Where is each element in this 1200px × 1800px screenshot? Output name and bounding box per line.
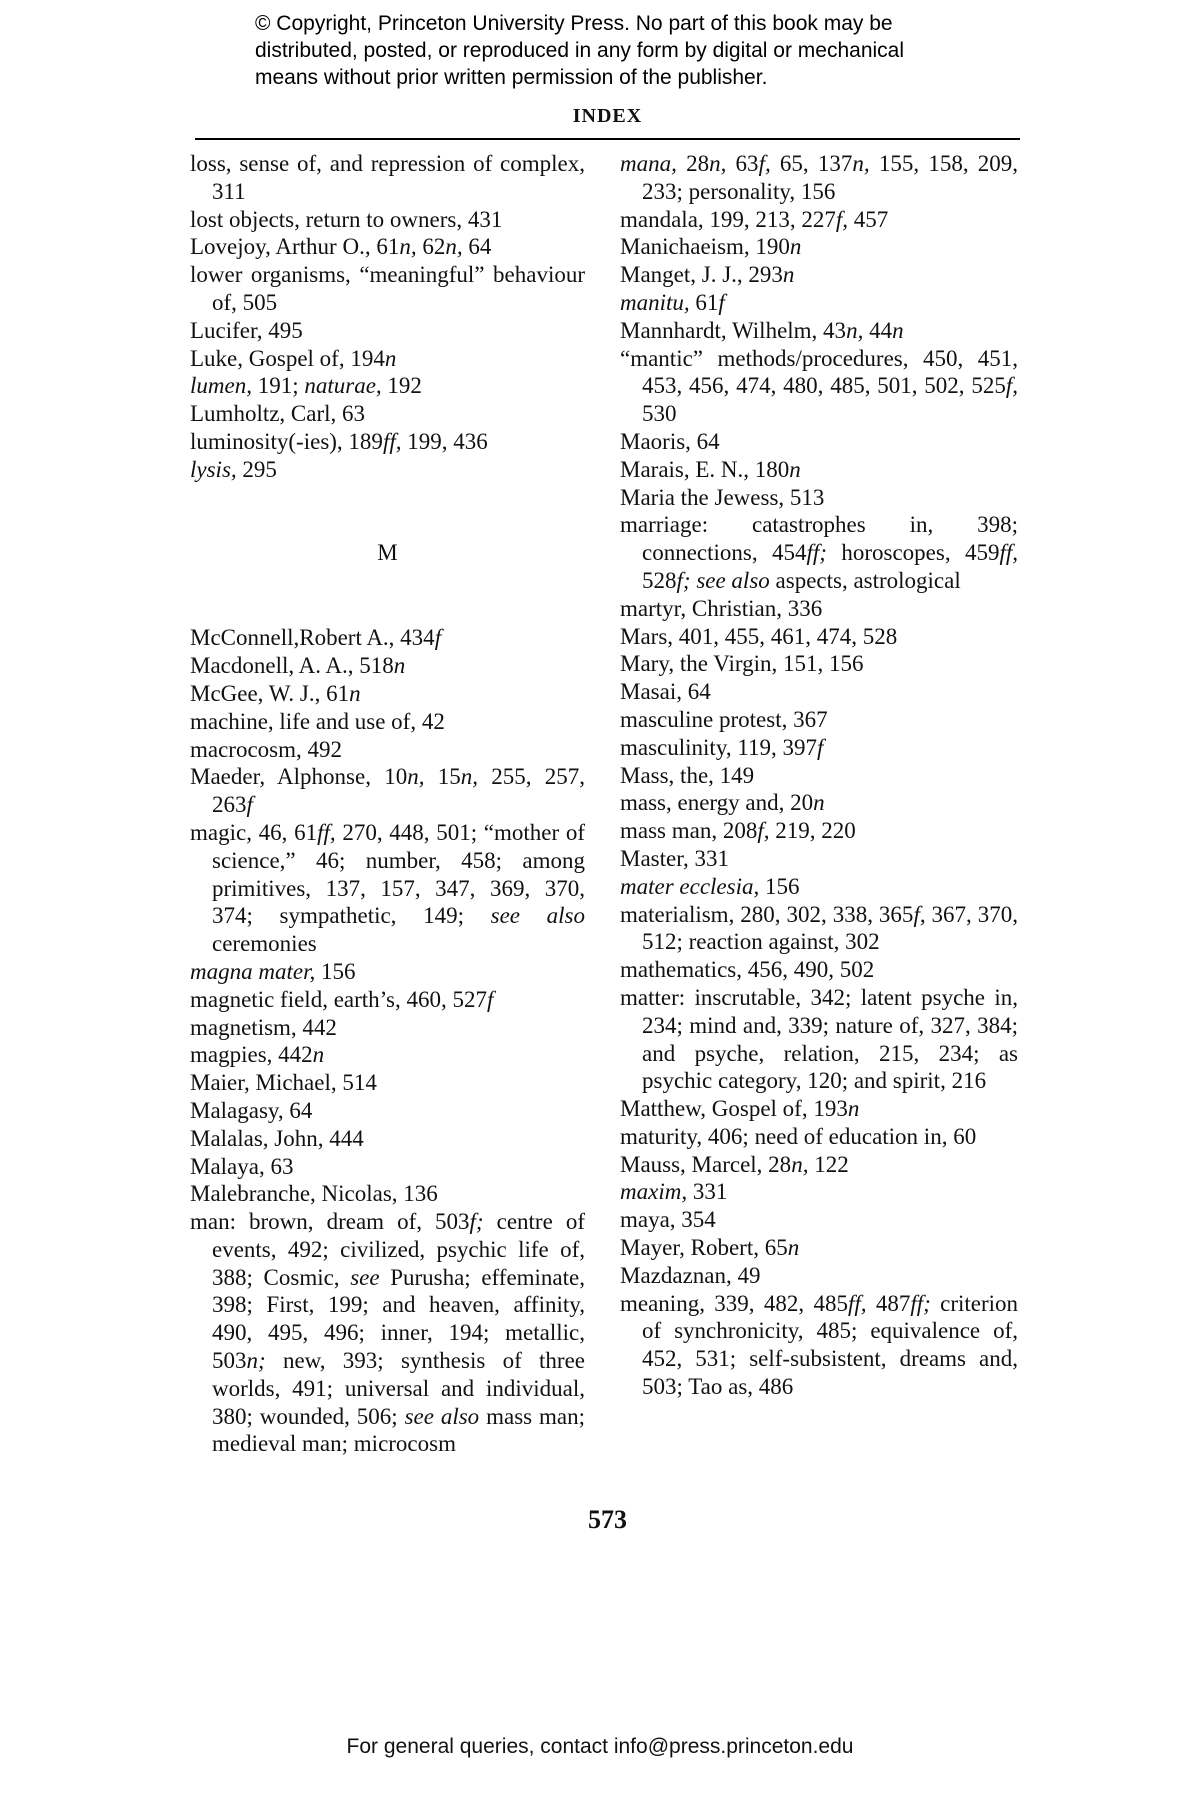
entry-text: n xyxy=(782,262,795,288)
entry-text: macrocosm, 492 xyxy=(190,736,343,762)
entry-text: magic, 46, 61 xyxy=(190,819,318,845)
entry-text: n xyxy=(789,456,801,482)
entry-text: f, xyxy=(913,901,926,927)
entry-text: n xyxy=(349,680,361,706)
index-entry xyxy=(620,1262,1018,1290)
page-number: 573 xyxy=(588,1505,627,1534)
entry-text: n xyxy=(789,234,802,260)
index-entry xyxy=(190,1180,585,1208)
entry-text: f; xyxy=(469,1209,484,1235)
entry-text: maturity, 406; need of education in, 60 xyxy=(620,1123,977,1149)
index-entry xyxy=(190,624,585,652)
entry-text: masculinity, 119, 397 xyxy=(620,734,817,760)
entry-text: 63 xyxy=(726,151,759,176)
entry-text: n; xyxy=(246,1348,266,1374)
index-column-right xyxy=(620,150,1018,1401)
entry-text: marriage: catastrophes in, 398; connections, 454 xyxy=(620,512,1018,566)
entry-text: “mantic” methods/procedures, 450, 451, 453, 456, 474, 480, 485, 501, 502, 525 xyxy=(620,345,1018,399)
entry-text: manitu, xyxy=(620,289,690,315)
index-entry xyxy=(190,317,585,345)
entry-text: 61 xyxy=(689,289,719,315)
index-entry xyxy=(190,428,585,456)
index-entry xyxy=(620,1095,1018,1123)
entry-text: machine, life and use of, 42 xyxy=(190,708,445,734)
index-entry xyxy=(190,763,585,819)
entry-text: n, xyxy=(852,151,870,176)
entry-text: Mauss, Marcel, 28 xyxy=(620,1151,792,1177)
index-entry xyxy=(620,901,1018,957)
entry-text: aspects, astrological xyxy=(769,567,961,593)
entry-text: lost objects, return to owners, 431 xyxy=(190,206,503,232)
entry-text: ff, xyxy=(317,819,336,845)
entry-text: luminosity(-ies), 189 xyxy=(190,428,383,454)
entry-text: n, xyxy=(709,151,727,176)
entry-text: Macdonell, A. A., 518 xyxy=(190,653,394,679)
entry-text: matter: inscrutable, 342; latent psyche in, 234; mind and, 339; nature of, 327, 384; and psyche, relation, 215, 234; as psychic category, 120; and spirit, 216 xyxy=(620,984,1018,1094)
index-entry xyxy=(620,1206,1018,1234)
entry-text: 530 xyxy=(642,401,677,427)
index-entry xyxy=(190,345,585,373)
entry-text: lysis, xyxy=(190,456,237,482)
index-entry xyxy=(620,1151,1018,1179)
entry-text: f xyxy=(434,625,442,651)
entry-text: Masai, 64 xyxy=(620,679,711,705)
entry-text: 156 xyxy=(315,958,356,984)
entry-text: 15 xyxy=(424,764,461,790)
index-entry xyxy=(620,623,1018,651)
index-entry xyxy=(620,678,1018,706)
index-entry xyxy=(190,1014,585,1042)
index-entry xyxy=(190,958,585,986)
index-entry xyxy=(620,484,1018,512)
index-entry xyxy=(190,150,585,206)
entry-text: n xyxy=(813,790,825,816)
footer-contact: For general queries, contact info@press.princeton.edu xyxy=(346,1735,854,1758)
copyright-line: distributed, posted, or reproduced in any form by digital or mechanical xyxy=(255,39,905,62)
entry-text: n xyxy=(384,345,397,371)
entry-text: 62 xyxy=(416,234,446,260)
index-entry xyxy=(190,1041,585,1069)
section-letter-heading: M xyxy=(377,539,398,565)
index-entry xyxy=(190,708,585,736)
entry-text: Maria the Jewess, 513 xyxy=(620,484,825,510)
entry-text: magpies, 442 xyxy=(190,1042,313,1068)
entry-text: f xyxy=(246,792,253,818)
entry-text: mass man; medieval man; microcosm xyxy=(212,1403,585,1457)
index-entry xyxy=(620,428,1018,456)
entry-text: McConnell,Robert A., 434 xyxy=(190,625,435,651)
entry-text: Malaya, 63 xyxy=(190,1153,294,1179)
entry-text: ff, xyxy=(999,540,1018,566)
entry-text: 487 xyxy=(866,1290,911,1316)
entry-text: Marais, E. N., 180 xyxy=(620,456,790,482)
index-entry xyxy=(620,1123,1018,1151)
index-entry xyxy=(190,1125,585,1153)
entry-text: 331 xyxy=(687,1179,728,1205)
entry-text: new, 393; synthesis of three worlds, 491; universal and individual, 380; wounded, 506; xyxy=(212,1348,585,1429)
entry-text: f xyxy=(487,986,494,1012)
index-entry xyxy=(190,1097,585,1125)
entry-text: Mayer, Robert, 65 xyxy=(620,1235,788,1261)
index-entry xyxy=(620,650,1018,678)
index-entry xyxy=(190,261,585,317)
entry-text: n, xyxy=(846,317,864,343)
entry-text: 64 xyxy=(462,234,492,260)
entry-text: n xyxy=(892,317,904,343)
index-entry xyxy=(620,456,1018,484)
entry-text: 192 xyxy=(381,373,422,399)
index-entry xyxy=(620,317,1018,345)
index-entry xyxy=(620,789,1018,817)
entry-text: Malebranche, Nicolas, 136 xyxy=(190,1181,438,1207)
entry-text: Mazdaznan, 49 xyxy=(620,1262,761,1288)
index-entry xyxy=(190,1153,585,1181)
entry-text: horoscopes, 459 xyxy=(826,540,1000,566)
entry-text: ff, xyxy=(847,1290,867,1316)
entry-text: n xyxy=(393,653,406,679)
entry-text: 155, 158, 209, 233; personality, 156 xyxy=(642,151,1019,204)
entry-text: see also xyxy=(490,903,585,929)
index-entry xyxy=(190,206,585,234)
running-header: INDEX xyxy=(572,105,643,127)
index-entry xyxy=(620,734,1018,762)
index-entry xyxy=(620,762,1018,790)
header-rule xyxy=(195,138,1020,140)
entry-text: magnetic field, earth’s, 460, 527 xyxy=(190,986,488,1012)
entry-text: f xyxy=(816,734,824,760)
entry-text: n, xyxy=(399,234,417,260)
entry-text: 219, 220 xyxy=(769,818,856,844)
index-entry xyxy=(190,819,585,958)
entry-text: man: brown, dream of, 503 xyxy=(190,1209,470,1235)
entry-text: f, xyxy=(1005,373,1018,399)
entry-text: magna mater, xyxy=(190,958,316,984)
entry-text: n, xyxy=(460,764,478,790)
copyright-line: © Copyright, Princeton University Press. No part of this book may be xyxy=(255,12,893,35)
entry-text: f, xyxy=(758,151,771,176)
entry-text: mathematics, 456, 490, 502 xyxy=(620,957,875,983)
entry-text: 191; xyxy=(251,373,305,399)
entry-text: materialism, 280, 302, 338, 365 xyxy=(620,901,914,927)
entry-text: see also xyxy=(696,567,770,593)
entry-text: see also xyxy=(404,1403,480,1429)
entry-text: f, xyxy=(757,818,770,844)
entry-text: Mars, 401, 455, 461, 474, 528 xyxy=(620,623,898,649)
entry-text: mass, energy and, 20 xyxy=(620,790,814,816)
entry-text: f; xyxy=(676,567,691,593)
index-entry xyxy=(620,984,1018,1095)
entry-text: Purusha; effeminate, 398; First, 199; and heaven, affinity, 490, 495, 496; inner, 194; metallic, 503 xyxy=(212,1264,585,1374)
entry-text: 65, 137 xyxy=(770,151,853,176)
entry-text: martyr, Christian, 336 xyxy=(620,595,823,621)
index-entry xyxy=(190,233,585,261)
index-entry xyxy=(620,511,1018,594)
entry-text: Manichaeism, 190 xyxy=(620,234,790,260)
index-entry xyxy=(620,150,1018,206)
entry-text: mater ecclesia, xyxy=(620,873,760,899)
entry-text: ff; xyxy=(910,1290,931,1316)
entry-text: Malalas, John, 444 xyxy=(190,1125,364,1151)
index-entry xyxy=(190,652,585,680)
entry-text: Lumholtz, Carl, 63 xyxy=(190,401,366,427)
index-entry xyxy=(190,400,585,428)
entry-text: lumen, xyxy=(190,373,252,399)
index-column-left xyxy=(190,150,585,1458)
entry-text: ff, xyxy=(382,428,402,454)
entry-text: Maoris, 64 xyxy=(620,428,720,454)
entry-text: mass man, 208 xyxy=(620,818,758,844)
index-entry xyxy=(190,1069,585,1097)
entry-text: see xyxy=(350,1264,380,1290)
entry-text: 528 xyxy=(642,567,677,593)
index-entry xyxy=(620,817,1018,845)
entry-text: Mary, the Virgin, 151, 156 xyxy=(620,651,864,677)
entry-text: meaning, 339, 482, 485 xyxy=(620,1290,848,1316)
entry-text: f, xyxy=(835,206,849,232)
entry-text: n, xyxy=(445,234,463,260)
entry-text: 122 xyxy=(808,1151,849,1177)
entry-text: magnetism, 442 xyxy=(190,1014,337,1040)
entry-text: 457 xyxy=(848,206,889,232)
entries-m xyxy=(190,624,585,1458)
entry-text: 255, 257, 263 xyxy=(212,764,585,818)
index-entry xyxy=(620,956,1018,984)
entry-text: 199, 436 xyxy=(401,428,488,454)
index-entry xyxy=(620,289,1018,317)
index-entry xyxy=(620,595,1018,623)
index-entry xyxy=(190,1208,585,1458)
entry-text: 28 xyxy=(676,151,710,176)
entry-text: Mannhardt, Wilhelm, 43 xyxy=(620,317,847,343)
entry-text: maxim, xyxy=(620,1179,688,1205)
entry-text: n, xyxy=(791,1151,809,1177)
index-entry xyxy=(190,456,585,484)
index-entry xyxy=(620,873,1018,901)
index-entry xyxy=(190,680,585,708)
entry-text: 367, 370, 512; reaction against, 302 xyxy=(642,901,1019,955)
index-entry xyxy=(620,206,1018,234)
entry-text: Mass, the, 149 xyxy=(620,762,755,788)
entry-text: Manget, J. J., 293 xyxy=(620,262,783,288)
index-entry xyxy=(190,986,585,1014)
entry-text: 44 xyxy=(863,317,893,343)
index-entry xyxy=(190,736,585,764)
copyright-notice xyxy=(255,10,1035,91)
entry-text: McGee, W. J., 61 xyxy=(190,680,350,706)
index-entry xyxy=(620,1234,1018,1262)
index-entry xyxy=(620,1290,1018,1401)
entry-text: mana, xyxy=(620,151,677,176)
entry-text: Lovejoy, Arthur O., 61 xyxy=(190,234,400,260)
entry-text: 156 xyxy=(759,873,800,899)
entry-text: centre of events, 492; civilized, psychic life of, 388; Cosmic, xyxy=(212,1209,585,1290)
entry-text: n xyxy=(312,1042,325,1068)
entry-text: loss, sense of, and repression of complex, 311 xyxy=(190,151,585,204)
entries-l xyxy=(190,150,585,484)
entry-text: n xyxy=(847,1096,860,1122)
entry-text: 270, 448, 501; “mother of science,” 46; number, 458; among primitives, 137, 157, 347, 369, 370, 374; sympathetic, 149; xyxy=(212,819,586,929)
entry-text: 295 xyxy=(236,456,277,482)
entry-text: lower organisms, “meaningful” behaviour of, 505 xyxy=(190,262,585,315)
entry-text: n, xyxy=(407,764,425,790)
entry-text: n xyxy=(787,1235,800,1261)
entry-text: Maeder, Alphonse, 10 xyxy=(190,764,408,790)
entry-text: ceremonies xyxy=(212,931,317,957)
index-entry xyxy=(620,261,1018,289)
index-entry xyxy=(620,706,1018,734)
entry-text: Matthew, Gospel of, 193 xyxy=(620,1096,848,1122)
entries-m-continued xyxy=(620,150,1018,1401)
entry-text: Luke, Gospel of, 194 xyxy=(190,345,385,371)
entry-text: Maier, Michael, 514 xyxy=(190,1070,377,1096)
entry-text: maya, 354 xyxy=(620,1207,716,1233)
index-entry xyxy=(620,345,1018,428)
entry-text: Malagasy, 64 xyxy=(190,1097,313,1123)
index-entry xyxy=(620,1178,1018,1206)
entry-text: f xyxy=(718,289,725,315)
entry-text: criterion of synchronicity, 485; equivalence of, 452, 531; self-subsistent, dreams and, 503; Tao as, 486 xyxy=(642,1290,1019,1400)
index-entry xyxy=(620,233,1018,261)
copyright-line: means without prior written permission of the publisher. xyxy=(255,66,768,89)
index-entry xyxy=(190,372,585,400)
entry-text: Master, 331 xyxy=(620,845,729,871)
entry-text: naturae, xyxy=(304,373,382,399)
entry-text: masculine protest, 367 xyxy=(620,706,828,732)
entry-text: ff; xyxy=(806,540,827,566)
entry-text: Lucifer, 495 xyxy=(190,317,303,343)
index-entry xyxy=(620,845,1018,873)
entry-text: mandala, 199, 213, 227 xyxy=(620,206,836,232)
